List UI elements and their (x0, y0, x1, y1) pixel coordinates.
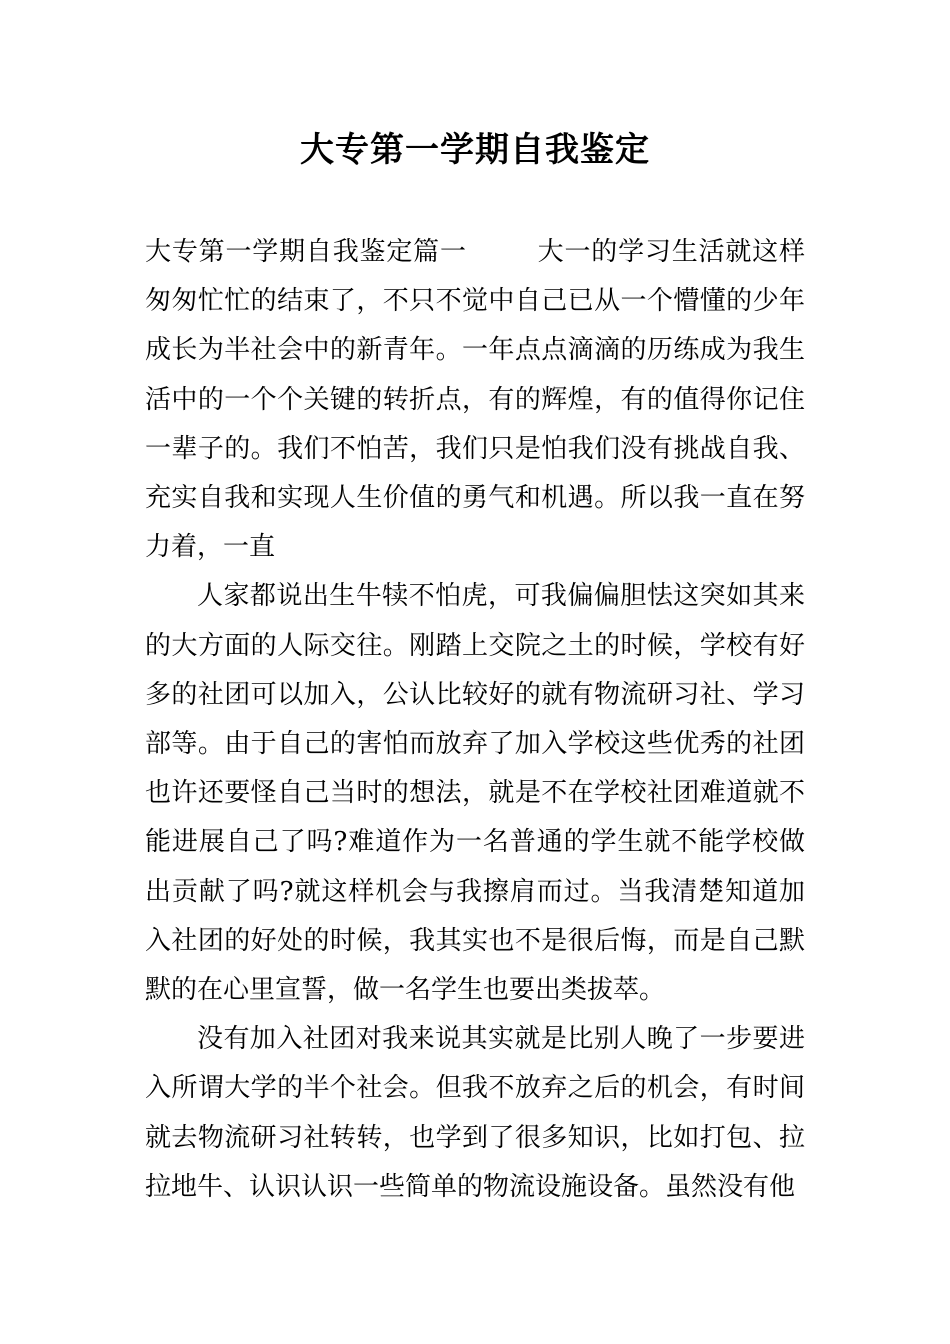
paragraph-1 (145, 228, 805, 572)
document-body (145, 228, 805, 1212)
section-heading: 大专第一学期自我鉴定篇一 (145, 237, 467, 267)
document-title: 大专第一学期自我鉴定 (300, 130, 650, 170)
paragraph-1-text: 大一的学习生活就这样匆匆忙忙的结束了，不只不觉中自己已从一个懵懂的少年成长为半社会中的新青年。一年点点滴滴的历练成为我生活中的一个个关键的转折点，有的辉煌，有的值得你记住一辈子的。我们不怕苦，我们只是怕我们没有挑战自我、充实自我和实现人生价值的勇气和机遇。所以我一直在努力着，一直 (145, 237, 805, 563)
paragraph-2: 人家都说出生牛犊不怕虎，可我偏偏胆怯这突如其来的大方面的人际交往。刚踏上交院之土的时候，学校有好多的社团可以加入，公认比较好的就有物流研习社、学习部等。由于自己的害怕而放弃了加入学校这些优秀的社团也许还要怪自己当时的想法，就是不在学校社团难道就不能进展自己了吗?难道作为一名普通的学生就不能学校做出贡献了吗?就这样机会与我擦肩而过。当我清楚知道加入社团的好处的时候，我其实也不是很后悔，而是自己默默的在心里宣誓，做一名学生也要出类拔萃。 (145, 581, 805, 1006)
paragraph-3: 没有加入社团对我来说其实就是比别人晚了一步要进入所谓大学的半个社会。但我不放弃之后的机会，有时间就去物流研习社转转，也学到了很多知识，比如打包、拉拉地牛、认识认识一些简单的物流设施设备。虽然没有他 (145, 1024, 805, 1202)
